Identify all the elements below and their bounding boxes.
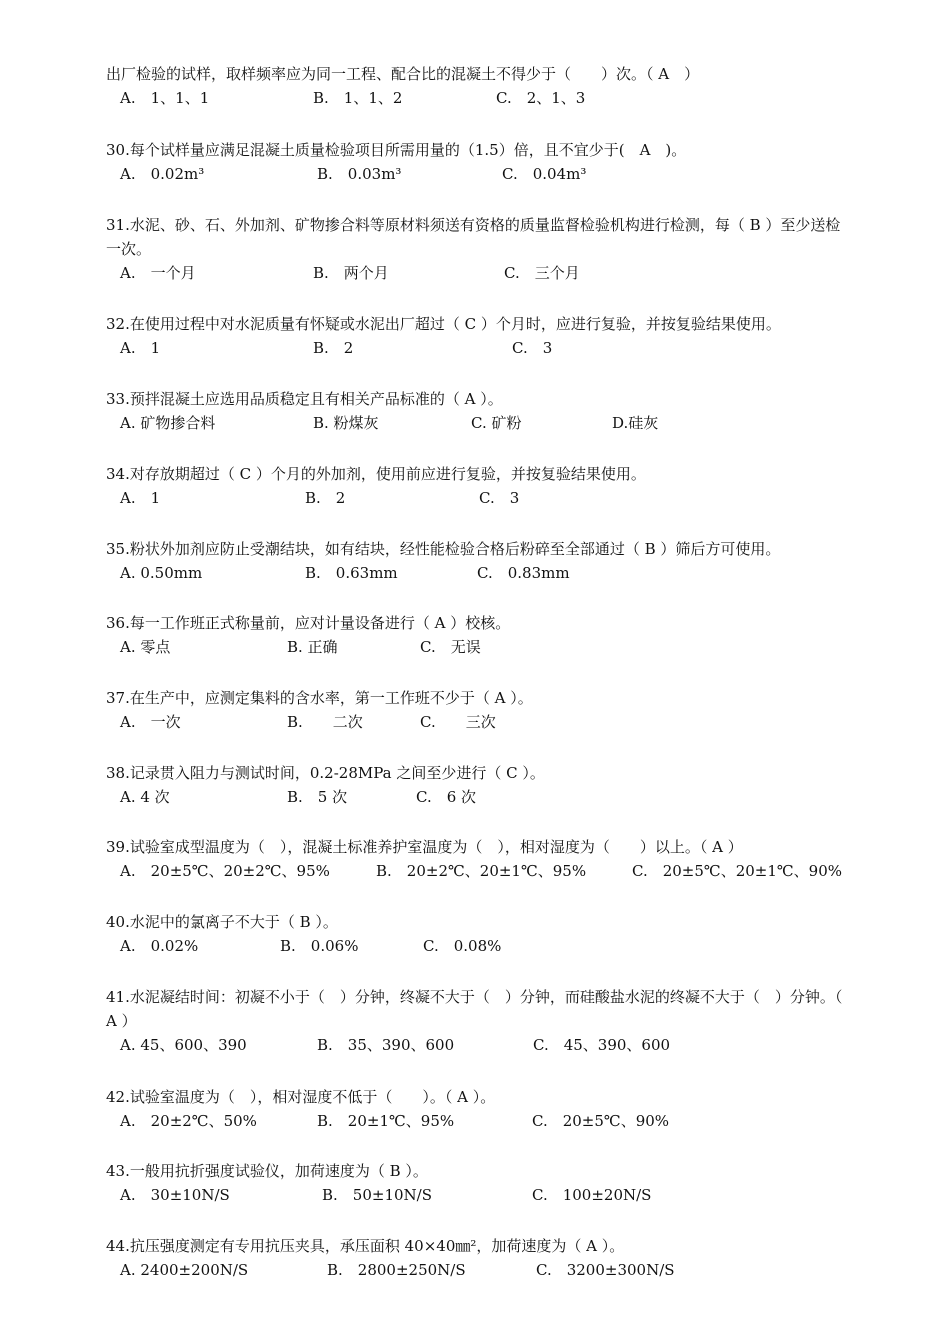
option-b: B. 2: [313, 339, 354, 357]
options-row: [106, 1109, 851, 1133]
question-42: [106, 1085, 851, 1133]
question-stem: 31.水泥、砂、石、外加剂、矿物掺合料等原材料须送有资格的质量监督检验机构进行检测，每（ B ）至少送检一次。: [106, 216, 841, 258]
question-30: [106, 138, 851, 186]
question-stem: 36.每一工作班正式称量前，应对计量设备进行（ A ）校核。: [106, 614, 511, 632]
question-38: [106, 761, 851, 809]
question-stem: 34.对存放期超过（ C ）个月的外加剂，使用前应进行复验，并按复验结果使用。: [106, 465, 646, 483]
option-c: C. 45、390、600: [533, 1036, 671, 1054]
options-row: [106, 934, 851, 958]
option-a: A. 零点: [120, 638, 171, 656]
option-a: A. 一个月: [120, 264, 196, 282]
question-stem: 38.记录贯入阻力与测试时间，0.2-28MPa 之间至少进行（ C ）。: [106, 764, 545, 782]
question-44: [106, 1234, 851, 1282]
option-b: B. 0.63mm: [305, 564, 398, 582]
option-b: B. 1、1、2: [313, 89, 403, 107]
option-c: C. 2、1、3: [496, 89, 586, 107]
question-40: [106, 910, 851, 958]
options-row: [106, 859, 851, 883]
options-row: [106, 336, 851, 360]
question-stem: 39.试验室成型温度为（ ），混凝土标准养护室温度为（ ），相对湿度为（ ）以上。（ A ）: [106, 838, 743, 856]
question-36: [106, 611, 851, 659]
option-b: B. 2800±250N/S: [327, 1261, 466, 1279]
options-row: [106, 162, 851, 186]
option-b: B. 50±10N/S: [322, 1186, 432, 1204]
question-stem: 44.抗压强度测定有专用抗压夹具，承压面积 40×40㎜²，加荷速度为（ A ）。: [106, 1237, 625, 1255]
option-b: B. 二次: [287, 713, 363, 731]
option-b: B. 20±1℃、95%: [317, 1112, 455, 1130]
options-row: [106, 1033, 851, 1057]
question-stem: 32.在使用过程中对水泥质量有怀疑或水泥出厂超过（ C ）个月时，应进行复验，并按复验结果使用。: [106, 315, 781, 333]
option-b: B. 两个月: [313, 264, 389, 282]
option-c: C. 3: [512, 339, 553, 357]
question-stem: 出厂检验的试样，取样频率应为同一工程、配合比的混凝土不得少于（ ）次。（ A ）: [106, 65, 700, 83]
question-31: [106, 213, 851, 285]
question-stem: 42.试验室温度为（ ），相对湿度不低于（ ）。（ A ）。: [106, 1088, 496, 1106]
options-row: [106, 561, 851, 585]
question-stem: 30.每个试样量应满足混凝土质量检验项目所需用量的（1.5）倍，且不宜少于( A )。: [106, 141, 687, 159]
question-41: [106, 985, 851, 1057]
option-a: A. 20±5℃、20±2℃、95%: [120, 862, 330, 880]
options-row: [106, 785, 851, 809]
option-b: B. 正确: [287, 638, 338, 656]
option-c: C. 3200±300N/S: [536, 1261, 675, 1279]
option-c: C. 0.83mm: [477, 564, 570, 582]
option-a: A. 4 次: [120, 788, 170, 806]
options-row: [106, 1258, 851, 1282]
option-a: A. 1: [120, 339, 161, 357]
option-d: D.硅灰: [612, 414, 659, 432]
option-b: B. 0.03m³: [317, 165, 402, 183]
option-b: B. 5 次: [287, 788, 348, 806]
options-row: [106, 486, 851, 510]
option-a: A. 一次: [120, 713, 181, 731]
option-b: B. 粉煤灰: [313, 414, 379, 432]
option-a: A. 0.02%: [120, 937, 199, 955]
options-row: [106, 86, 851, 110]
option-c: C. 3: [479, 489, 520, 507]
question-43: [106, 1159, 851, 1207]
option-a: A. 45、600、390: [120, 1036, 247, 1054]
question-stem: 35.粉状外加剂应防止受潮结块，如有结块，经性能检验合格后粉碎至全部通过（ B ）筛后方可使用。: [106, 540, 781, 558]
option-a: A. 2400±200N/S: [120, 1261, 249, 1279]
option-c: C. 0.08%: [423, 937, 502, 955]
option-a: A. 0.02m³: [120, 165, 205, 183]
option-a: A. 1、1、1: [120, 89, 210, 107]
question-29: [106, 62, 851, 110]
option-b: B. 0.06%: [280, 937, 359, 955]
question-stem: 40.水泥中的氯离子不大于（ B ）。: [106, 913, 338, 931]
option-c: C. 100±20N/S: [532, 1186, 652, 1204]
question-39: [106, 835, 851, 883]
option-a: A. 矿物掺合料: [120, 414, 216, 432]
question-32: [106, 312, 851, 360]
option-a: A. 1: [120, 489, 161, 507]
option-a: A. 20±2℃、50%: [120, 1112, 257, 1130]
option-a: A. 0.50mm: [120, 564, 203, 582]
question-stem: 43.一般用抗折强度试验仪，加荷速度为（ B ）。: [106, 1162, 428, 1180]
option-a: A. 30±10N/S: [120, 1186, 230, 1204]
question-34: [106, 462, 851, 510]
option-c: C. 三次: [420, 713, 496, 731]
question-37: [106, 686, 851, 734]
question-33: [106, 387, 851, 435]
option-c: C. 20±5℃、20±1℃、90%: [632, 862, 843, 880]
options-row: [106, 635, 851, 659]
options-row: [106, 710, 851, 734]
option-c: C. 三个月: [504, 264, 580, 282]
option-c: C. 20±5℃、90%: [532, 1112, 670, 1130]
question-stem: 33.预拌混凝土应选用品质稳定且有相关产品标准的（ A ）。: [106, 390, 503, 408]
question-stem: 41.水泥凝结时间：初凝不小于（ ）分钟，终凝不大于（ ）分钟，而硅酸盐水泥的终凝不大于（ ）分钟。（ A ）: [106, 988, 843, 1030]
option-b: B. 2: [305, 489, 346, 507]
option-b: B. 35、390、600: [317, 1036, 455, 1054]
options-row: [106, 1183, 851, 1207]
option-c: C. 矿粉: [471, 414, 522, 432]
option-c: C. 无误: [420, 638, 481, 656]
question-stem: 37.在生产中，应测定集料的含水率，第一工作班不少于（ A ）。: [106, 689, 533, 707]
option-c: C. 0.04m³: [502, 165, 587, 183]
options-row: [106, 261, 851, 285]
options-row: [106, 411, 851, 435]
question-35: [106, 537, 851, 585]
option-b: B. 20±2℃、20±1℃、95%: [376, 862, 587, 880]
option-c: C. 6 次: [416, 788, 477, 806]
